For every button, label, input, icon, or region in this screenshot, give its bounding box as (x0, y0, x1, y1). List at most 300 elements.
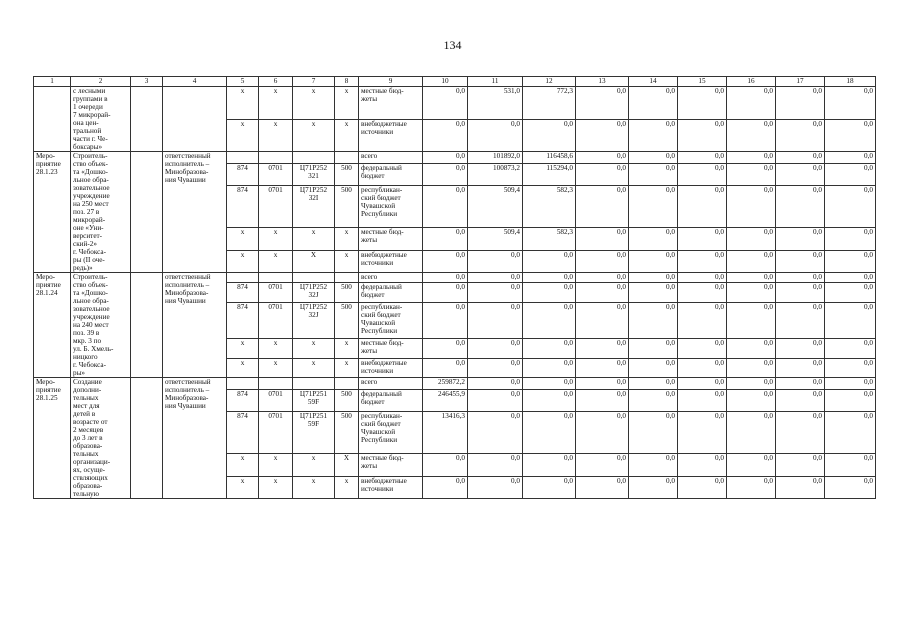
funding-source-cell (359, 152, 423, 164)
amount-cell: 0,0 (776, 87, 825, 120)
amount-cell: 0,0 (629, 273, 678, 283)
text-line: федеральный (361, 163, 402, 172)
executor-cell (163, 87, 227, 152)
amount-cell: 0,0 (776, 152, 825, 164)
text-line: приятие (36, 386, 61, 394)
text-line: на 250 мест (73, 200, 109, 208)
funding-source-cell (359, 454, 423, 476)
amount-cell: 0,0 (727, 378, 776, 390)
code-cell-c5: 874 (227, 163, 259, 185)
code-cell-c7: x (293, 358, 335, 377)
amount-cell: 0,0 (678, 119, 727, 152)
table-row (34, 152, 876, 164)
amount-cell: 0,0 (523, 302, 576, 339)
code-cell-c5: 874 (227, 283, 259, 302)
text-line: местные бюд- (361, 454, 404, 463)
code-cell-c8: 500 (335, 389, 359, 411)
column-number-1: 1 (34, 77, 71, 87)
text-line: возрасте от (73, 418, 108, 426)
code-cell-c5: 874 (227, 412, 259, 454)
code-cell-c5: 874 (227, 389, 259, 411)
text-line: микрорай- (73, 216, 106, 224)
text-line: оне «Уни- (73, 224, 104, 232)
column-3-cell (131, 87, 163, 152)
text-line: до 3 лет в (73, 434, 103, 442)
column-3-cell (131, 378, 163, 499)
amount-cell: 0,0 (727, 454, 776, 476)
amount-cell: 0,0 (825, 358, 876, 377)
text-line: местные бюд- (361, 339, 404, 348)
amount-cell: 0,0 (423, 87, 468, 120)
code-cell-c7: Ц71Р252 32J (293, 283, 335, 302)
code-cell-c6: 0701 (259, 389, 293, 411)
amount-cell: 0,0 (727, 152, 776, 164)
text-line: жеты (361, 95, 378, 103)
amount-cell: 0,0 (727, 163, 776, 185)
text-line: Минобразова- (165, 394, 209, 402)
code-cell-c5: x (227, 454, 259, 476)
text-line: внебюджетные (361, 119, 407, 128)
code-cell-c7: x (293, 339, 335, 358)
text-line: ры (II оче- (73, 256, 105, 264)
code-cell-c5: x (227, 358, 259, 377)
code-cell-c6: 0701 (259, 186, 293, 228)
code-cell-c7: X (293, 250, 335, 272)
funding-source-cell (359, 358, 423, 377)
text-line: зовательное (73, 184, 110, 192)
text-line: республикан- (361, 302, 403, 311)
code-cell-c7: Ц71Р252 32J (293, 302, 335, 339)
code-cell-c7 (293, 378, 335, 390)
code-cell-c7: Ц71Р251 59F (293, 389, 335, 411)
text-line: Республики (361, 326, 398, 335)
text-line: ответственный (165, 273, 211, 281)
code-cell-c6: x (259, 358, 293, 377)
table-body (34, 77, 876, 499)
text-line: Меро- (36, 378, 56, 386)
text-line: 1 очереди (73, 103, 103, 111)
amount-cell: 0,0 (576, 389, 629, 411)
amount-cell: 0,0 (629, 283, 678, 302)
code-cell-c6 (259, 152, 293, 164)
amount-cell: 0,0 (523, 476, 576, 498)
amount-cell: 246455,9 (423, 389, 468, 411)
executor-cell (163, 378, 227, 499)
amount-cell: 0,0 (576, 378, 629, 390)
amount-cell: 0,0 (825, 454, 876, 476)
column-number-5: 5 (227, 77, 259, 87)
text-line: ский бюджет (361, 310, 401, 319)
code-cell-c7: x (293, 454, 335, 476)
amount-cell: 0,0 (423, 339, 468, 358)
amount-cell: 0,0 (523, 454, 576, 476)
amount-cell: 0,0 (629, 119, 678, 152)
amount-cell: 0,0 (727, 283, 776, 302)
amount-cell: 0,0 (727, 476, 776, 498)
amount-cell: 0,0 (678, 476, 727, 498)
column-number-8: 8 (335, 77, 359, 87)
code-cell-c8: 500 (335, 163, 359, 185)
column-number-13: 13 (576, 77, 629, 87)
amount-cell: 0,0 (423, 250, 468, 272)
code-cell-c8: 500 (335, 283, 359, 302)
amount-cell: 0,0 (825, 476, 876, 498)
amount-cell: 0,0 (727, 228, 776, 250)
amount-cell: 0,0 (776, 163, 825, 185)
funding-source-cell (359, 476, 423, 498)
amount-cell: 582,3 (523, 228, 576, 250)
amount-cell: 509,4 (468, 186, 523, 228)
amount-cell: 0,0 (468, 358, 523, 377)
amount-cell: 0,0 (678, 250, 727, 272)
amount-cell: 0,0 (576, 283, 629, 302)
amount-cell: 582,3 (523, 186, 576, 228)
amount-cell: 0,0 (629, 476, 678, 498)
code-cell-c6 (259, 273, 293, 283)
amount-cell: 0,0 (825, 250, 876, 272)
text-line: бюджет (361, 397, 385, 406)
amount-cell: 0,0 (678, 454, 727, 476)
budget-table (33, 76, 876, 499)
code-cell-c8: 500 (335, 302, 359, 339)
code-cell-c6: x (259, 250, 293, 272)
text-line: Меро- (36, 152, 56, 160)
amount-cell: 0,0 (423, 152, 468, 164)
amount-cell: 0,0 (825, 389, 876, 411)
amount-cell: 0,0 (776, 412, 825, 454)
text-line: та «Дошко- (73, 289, 108, 297)
text-line: ответственный (165, 152, 211, 160)
amount-cell: 0,0 (576, 186, 629, 228)
table-row (34, 273, 876, 283)
amount-cell: 0,0 (629, 228, 678, 250)
code-cell-c8: x (335, 339, 359, 358)
amount-cell: 0,0 (727, 389, 776, 411)
amount-cell: 0,0 (678, 339, 727, 358)
code-cell-c8 (335, 152, 359, 164)
event-number-cell (34, 152, 71, 273)
column-number-9: 9 (359, 77, 423, 87)
text-line: Республики (361, 436, 398, 445)
text-line: 7 микрорай- (73, 111, 111, 119)
text-line: Чувашской (361, 202, 396, 211)
column-number-2: 2 (71, 77, 131, 87)
amount-cell: 0,0 (576, 228, 629, 250)
text-line: жеты (361, 462, 378, 471)
amount-cell: 0,0 (523, 119, 576, 152)
funding-source-cell (359, 186, 423, 228)
amount-cell: 0,0 (678, 273, 727, 283)
amount-cell: 0,0 (468, 412, 523, 454)
column-number-11: 11 (468, 77, 523, 87)
text-line: ния Чувашии (165, 297, 206, 305)
text-line: тральной (73, 127, 102, 135)
text-line: образова- (73, 442, 103, 450)
amount-cell: 0,0 (678, 358, 727, 377)
amount-cell: 0,0 (576, 163, 629, 185)
text-line: бюджет (361, 291, 385, 300)
column-number-7: 7 (293, 77, 335, 87)
amount-cell: 0,0 (468, 273, 523, 283)
funding-source-cell (359, 163, 423, 185)
table-row (34, 87, 876, 120)
amount-cell: 0,0 (727, 119, 776, 152)
code-cell-c8: x (335, 87, 359, 120)
text-line: зовательное (73, 305, 110, 313)
amount-cell: 0,0 (825, 339, 876, 358)
amount-cell: 0,0 (523, 283, 576, 302)
amount-cell: 0,0 (576, 358, 629, 377)
column-number-16: 16 (727, 77, 776, 87)
text-line: тельную (73, 490, 100, 498)
amount-cell: 0,0 (776, 119, 825, 152)
amount-cell: 0,0 (423, 358, 468, 377)
amount-cell: 0,0 (825, 152, 876, 164)
amount-cell: 0,0 (523, 389, 576, 411)
amount-cell: 0,0 (523, 273, 576, 283)
amount-cell: 0,0 (776, 186, 825, 228)
text-line: 28.1.24 (36, 289, 58, 297)
text-line: приятие (36, 160, 61, 168)
text-line: боксары» (73, 143, 103, 151)
text-line: источники (361, 366, 394, 375)
text-line: местные бюд- (361, 87, 404, 95)
column-number-18: 18 (825, 77, 876, 87)
column-number-17: 17 (776, 77, 825, 87)
amount-cell: 0,0 (629, 339, 678, 358)
amount-cell: 0,0 (727, 412, 776, 454)
text-line: Минобразова- (165, 168, 209, 176)
text-line: Чувашской (361, 318, 396, 327)
code-cell-c5 (227, 273, 259, 283)
code-cell-c8: x (335, 119, 359, 152)
amount-cell: 0,0 (727, 87, 776, 120)
amount-cell: 0,0 (629, 186, 678, 228)
amount-cell: 0,0 (523, 339, 576, 358)
funding-source-cell (359, 87, 423, 120)
amount-cell: 0,0 (468, 283, 523, 302)
amount-cell: 0,0 (629, 358, 678, 377)
code-cell-c5: x (227, 476, 259, 498)
amount-cell: 0,0 (423, 119, 468, 152)
text-line: ответственный (165, 378, 211, 386)
funding-source-cell (359, 250, 423, 272)
text-line: дополни- (73, 386, 102, 394)
amount-cell: 115294,0 (523, 163, 576, 185)
code-cell-c7: x (293, 476, 335, 498)
text-line: Республики (361, 210, 398, 219)
amount-cell: 0,0 (468, 339, 523, 358)
column-number-14: 14 (629, 77, 678, 87)
amount-cell: 0,0 (727, 358, 776, 377)
amount-cell: 0,0 (576, 87, 629, 120)
funding-source-cell (359, 412, 423, 454)
text-line: тельных (73, 394, 99, 402)
code-cell-c5: 874 (227, 302, 259, 339)
text-line: приятие (36, 281, 61, 289)
event-description-cell (71, 152, 131, 273)
code-cell-c8: x (335, 228, 359, 250)
amount-cell: 0,0 (576, 412, 629, 454)
amount-cell: 0,0 (825, 87, 876, 120)
amount-cell: 0,0 (468, 476, 523, 498)
text-line: источники (361, 258, 394, 267)
code-cell-c5: x (227, 119, 259, 152)
amount-cell: 0,0 (629, 378, 678, 390)
event-number-cell (34, 273, 71, 378)
amount-cell: 0,0 (629, 163, 678, 185)
amount-cell: 0,0 (776, 250, 825, 272)
text-line: республикан- (361, 186, 403, 195)
code-cell-c8: x (335, 250, 359, 272)
text-line: группами в (73, 95, 108, 103)
code-cell-c8 (335, 273, 359, 283)
funding-source-cell (359, 283, 423, 302)
amount-cell: 0,0 (776, 273, 825, 283)
code-cell-c8: x (335, 476, 359, 498)
amount-cell: 0,0 (423, 302, 468, 339)
event-description-cell (71, 87, 131, 152)
executor-cell (163, 152, 227, 273)
amount-cell: 0,0 (825, 302, 876, 339)
amount-cell: 0,0 (678, 163, 727, 185)
code-cell-c7: Ц71Р251 59F (293, 412, 335, 454)
text-line: федеральный (361, 389, 402, 398)
event-number-cell (34, 87, 71, 152)
code-cell-c6 (259, 378, 293, 390)
text-line: Минобразова- (165, 289, 209, 297)
text-line: 28.1.25 (36, 394, 58, 402)
text-line: части г. Че- (73, 135, 108, 143)
column-number-12: 12 (523, 77, 576, 87)
text-line: ский бюджет (361, 420, 401, 429)
amount-cell: 0,0 (576, 476, 629, 498)
amount-cell: 0,0 (825, 163, 876, 185)
amount-cell: 509,4 (468, 228, 523, 250)
event-description-cell (71, 378, 131, 499)
amount-cell: 0,0 (678, 378, 727, 390)
text-line: учреждение (73, 313, 110, 321)
amount-cell: 0,0 (576, 339, 629, 358)
amount-cell: 0,0 (629, 87, 678, 120)
amount-cell: 0,0 (468, 389, 523, 411)
code-cell-c8: x (335, 358, 359, 377)
amount-cell: 0,0 (423, 186, 468, 228)
amount-cell: 0,0 (629, 250, 678, 272)
funding-source-cell (359, 302, 423, 339)
text-line: источники (361, 127, 394, 136)
amount-cell: 0,0 (776, 358, 825, 377)
amount-cell: 0,0 (678, 302, 727, 339)
amount-cell: 0,0 (825, 412, 876, 454)
column-number-4: 4 (163, 77, 227, 87)
text-line: всего (361, 378, 378, 386)
amount-cell: 0,0 (576, 152, 629, 164)
amount-cell: 0,0 (576, 302, 629, 339)
amount-cell: 0,0 (678, 228, 727, 250)
table-row (34, 378, 876, 390)
code-cell-c7 (293, 273, 335, 283)
text-line: редь)» (73, 264, 93, 272)
text-line: ство объек- (73, 281, 108, 289)
amount-cell: 0,0 (423, 228, 468, 250)
amount-cell: 13416,3 (423, 412, 468, 454)
funding-source-cell (359, 378, 423, 390)
code-cell-c6: x (259, 87, 293, 120)
text-line: 2 месяцев (73, 426, 104, 434)
text-line: поз. 39 в (73, 329, 100, 337)
text-line: г. Чебокса- (73, 361, 107, 369)
text-line: Меро- (36, 273, 56, 281)
text-line: ях, осуще- (73, 466, 106, 474)
text-line: всего (361, 152, 378, 160)
amount-cell: 0,0 (423, 163, 468, 185)
code-cell-c6: x (259, 228, 293, 250)
text-line: организаци- (73, 458, 111, 466)
amount-cell: 0,0 (576, 250, 629, 272)
code-cell-c5 (227, 378, 259, 390)
amount-cell: 0,0 (678, 152, 727, 164)
text-line: исполнитель – (165, 386, 210, 394)
amount-cell: 0,0 (523, 412, 576, 454)
text-line: льное обра- (73, 176, 109, 184)
code-cell-c8: 500 (335, 412, 359, 454)
amount-cell: 531,0 (468, 87, 523, 120)
funding-source-cell (359, 339, 423, 358)
text-line: бюджет (361, 171, 385, 180)
column-number-row (34, 77, 876, 87)
column-number-10: 10 (423, 77, 468, 87)
text-line: всего (361, 273, 378, 281)
code-cell-c6: x (259, 339, 293, 358)
amount-cell: 0,0 (468, 250, 523, 272)
text-line: учреждение (73, 192, 110, 200)
text-line: та «Дошко- (73, 168, 108, 176)
amount-cell: 0,0 (468, 378, 523, 390)
amount-cell: 0,0 (576, 273, 629, 283)
text-line: 28.1.23 (36, 168, 58, 176)
event-number-cell (34, 378, 71, 499)
amount-cell: 0,0 (423, 476, 468, 498)
text-line: детей в (73, 410, 96, 418)
text-line: внебюджетные (361, 358, 407, 367)
text-line: верситет- (73, 232, 103, 240)
amount-cell: 0,0 (629, 389, 678, 411)
column-3-cell (131, 273, 163, 378)
code-cell-c7: Ц71Р252 32I (293, 186, 335, 228)
code-cell-c5 (227, 152, 259, 164)
amount-cell: 0,0 (776, 339, 825, 358)
amount-cell: 0,0 (776, 454, 825, 476)
code-cell-c6: 0701 (259, 163, 293, 185)
code-cell-c5: x (227, 228, 259, 250)
amount-cell: 0,0 (776, 389, 825, 411)
amount-cell: 0,0 (776, 378, 825, 390)
code-cell-c7: x (293, 228, 335, 250)
text-line: мест для (73, 402, 100, 410)
text-line: внебюджетные (361, 250, 407, 259)
amount-cell: 0,0 (678, 186, 727, 228)
funding-source-cell (359, 273, 423, 283)
amount-cell: 116458,6 (523, 152, 576, 164)
amount-cell: 0,0 (629, 152, 678, 164)
amount-cell: 0,0 (678, 412, 727, 454)
column-3-cell (131, 152, 163, 273)
column-number-15: 15 (678, 77, 727, 87)
amount-cell: 0,0 (776, 302, 825, 339)
amount-cell: 0,0 (468, 302, 523, 339)
text-line: источники (361, 484, 394, 493)
